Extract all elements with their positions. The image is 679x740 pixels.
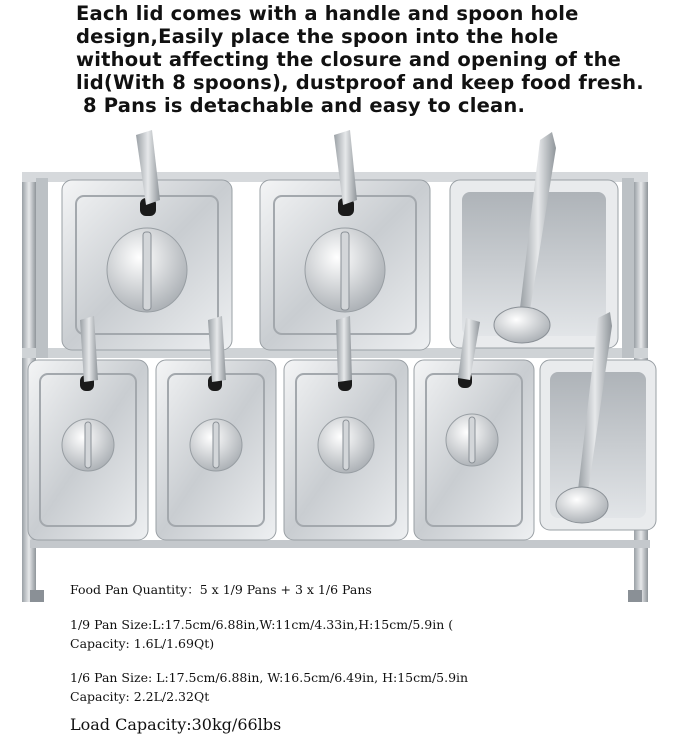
headline-line: lid(With 8 spoons), dustproof and keep food fresh. xyxy=(76,71,644,94)
headline-line: 8 Pans is detachable and easy to clean. xyxy=(76,94,526,117)
product-photo xyxy=(0,125,679,615)
headline-line: Each lid comes with a handle and spoon hole xyxy=(76,2,579,25)
top-pan-open xyxy=(450,132,618,348)
headline-line: without affecting the closure and opening of the xyxy=(76,48,622,71)
load-capacity: Load Capacity:30kg/66lbs xyxy=(70,715,282,734)
top-pan-lidded xyxy=(62,130,232,350)
ninth-pan-size-line: 1/9 Pan Size:L:17.5cm/6.88in,W:11cm/4.33in,H:15cm/5.9in ( xyxy=(70,617,454,632)
pan-quantity: Food Pan Quantity：5 x 1/9 Pans + 3 x 1/6 Pans xyxy=(70,582,372,597)
sixth-pan-size xyxy=(70,668,468,706)
ninth-pan-size xyxy=(70,615,453,653)
sixth-pan-size-line: 1/6 Pan Size: L:17.5cm/6.88in, W:16.5cm/6.49in, H:15cm/5.9in xyxy=(70,670,469,685)
headline-line: design,Easily place the spoon into the hole xyxy=(76,25,559,48)
ninth-pan-size-line: Capacity: 1.6L/1.69Qt) xyxy=(70,636,215,651)
headline xyxy=(76,2,666,117)
top-pan-lidded xyxy=(260,130,430,350)
sixth-pan-size-line: Capacity: 2.2L/2.32Qt xyxy=(70,689,210,704)
